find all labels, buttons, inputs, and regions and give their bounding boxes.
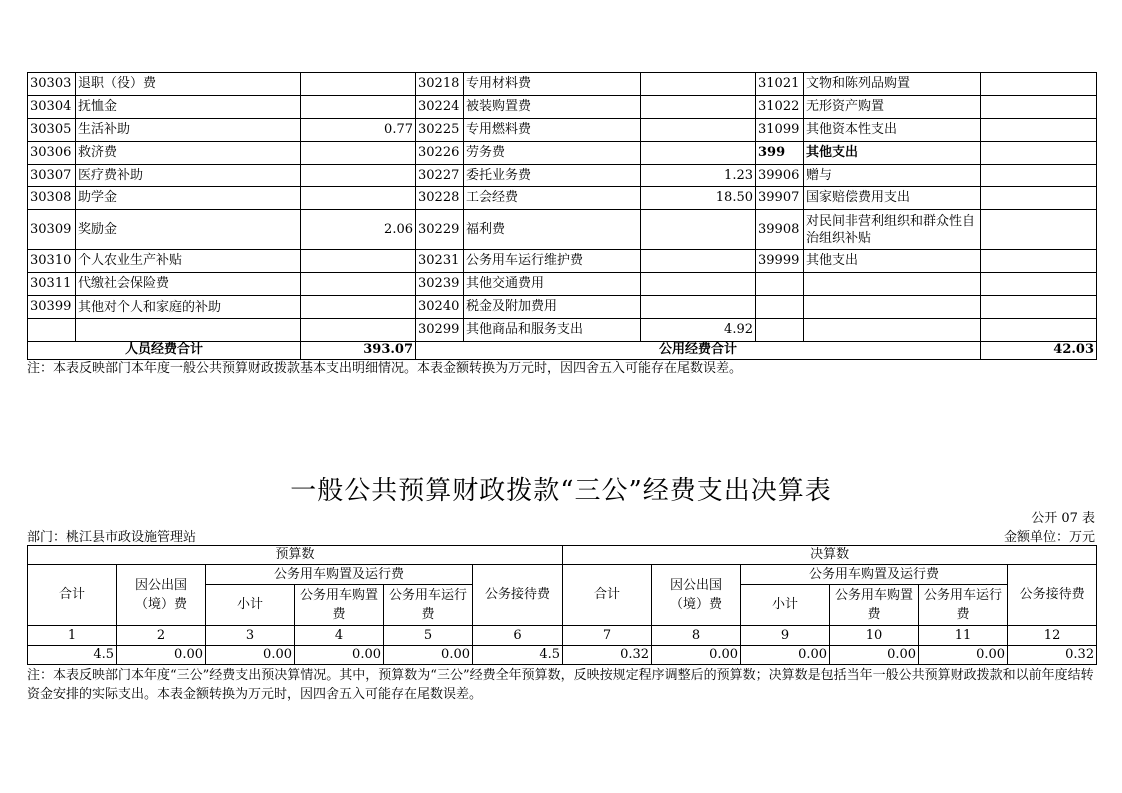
- public-total-value: 42.03: [981, 341, 1097, 359]
- amount-cell: 0.00: [384, 646, 473, 665]
- item-name: 无形资产购置: [804, 95, 981, 118]
- column-number: 3: [206, 626, 295, 646]
- item-code: 39908: [756, 210, 804, 250]
- table-row: [28, 141, 1097, 164]
- column-number: 6: [473, 626, 563, 646]
- item-code: 39906: [756, 164, 804, 187]
- item-amount: [641, 273, 756, 296]
- item-amount: [981, 250, 1097, 273]
- table-row: [28, 296, 1097, 319]
- item-code: 399: [756, 141, 804, 164]
- amount-cell: 4.5: [473, 646, 563, 665]
- item-amount: [641, 118, 756, 141]
- item-name: 生活补助: [76, 118, 301, 141]
- budget-header: 预算数: [28, 546, 563, 565]
- item-code: 30224: [416, 95, 464, 118]
- item-amount: [641, 296, 756, 319]
- column-number: 5: [384, 626, 473, 646]
- amount-cell: 0.00: [206, 646, 295, 665]
- amount-cell: 0.32: [1008, 646, 1097, 665]
- item-name: 其他支出: [804, 141, 981, 164]
- amount-cell: 0.00: [117, 646, 206, 665]
- item-code: 30228: [416, 187, 464, 210]
- item-amount: [641, 210, 756, 250]
- item-name: 委托业务费: [464, 164, 641, 187]
- column-number-row: [28, 626, 1097, 646]
- item-name: 文物和陈列品购置: [804, 73, 981, 96]
- column-number: 1: [28, 626, 117, 646]
- item-amount: 4.92: [641, 319, 756, 342]
- item-name: 劳务费: [464, 141, 641, 164]
- item-amount: [641, 95, 756, 118]
- item-amount: [981, 296, 1097, 319]
- item-name: 代缴社会保险费: [76, 273, 301, 296]
- amount-cell: 0.00: [295, 646, 384, 665]
- item-code: 30229: [416, 210, 464, 250]
- table-row: [28, 164, 1097, 187]
- item-amount: [981, 164, 1097, 187]
- item-amount: [641, 73, 756, 96]
- final-total-header: 合计: [563, 565, 652, 626]
- item-amount: 0.77: [301, 118, 416, 141]
- item-name: 其他支出: [804, 250, 981, 273]
- table2-title: 一般公共预算财政拨款“三公”经费支出决算表: [290, 476, 832, 506]
- value-row: [28, 646, 1097, 665]
- item-code: [756, 296, 804, 319]
- column-number: 10: [830, 626, 919, 646]
- item-code: 30299: [416, 319, 464, 342]
- item-code: [756, 273, 804, 296]
- item-name: 工会经费: [464, 187, 641, 210]
- header-row-2: [28, 565, 1097, 585]
- item-amount: [301, 95, 416, 118]
- item-amount: [301, 141, 416, 164]
- table-row: [28, 118, 1097, 141]
- item-name: 其他对个人和家庭的补助: [76, 296, 301, 319]
- item-amount: [981, 95, 1097, 118]
- table-row: [28, 95, 1097, 118]
- item-code: 31022: [756, 95, 804, 118]
- table1-footnote: 注：本表反映部门本年度一般公共预算财政拨款基本支出明细情况。本表金额转换为万元时，因四舍五入可能存在尾数误差。: [27, 361, 743, 376]
- item-code: 30225: [416, 118, 464, 141]
- item-amount: [301, 187, 416, 210]
- column-number: 11: [919, 626, 1008, 646]
- personnel-total-label: 人员经费合计: [28, 341, 301, 359]
- item-code: 30308: [28, 187, 76, 210]
- item-name: 公务用车运行维护费: [464, 250, 641, 273]
- three-public-expenditure-table: [27, 545, 1097, 665]
- budget-car-run-header: 公务用车运行费: [384, 585, 473, 626]
- table-row: [28, 187, 1097, 210]
- budget-car-purchase-header: 公务用车购置费: [295, 585, 384, 626]
- item-amount: [981, 273, 1097, 296]
- item-name: 奖励金: [76, 210, 301, 250]
- table-row: [28, 319, 1097, 342]
- item-amount: [981, 141, 1097, 164]
- item-code: 30304: [28, 95, 76, 118]
- amount-cell: 0.00: [741, 646, 830, 665]
- budget-total-header: 合计: [28, 565, 117, 626]
- amount-cell: 0.00: [919, 646, 1008, 665]
- item-amount: 18.50: [641, 187, 756, 210]
- column-number: 9: [741, 626, 830, 646]
- column-number: 8: [652, 626, 741, 646]
- item-code: 31021: [756, 73, 804, 96]
- public-total-label: 公用经费合计: [416, 341, 981, 359]
- item-amount: [301, 250, 416, 273]
- item-code: 30311: [28, 273, 76, 296]
- item-code: [28, 319, 76, 342]
- item-code: 39999: [756, 250, 804, 273]
- item-code: 31099: [756, 118, 804, 141]
- final-car-purchase-header: 公务用车购置费: [830, 585, 919, 626]
- item-name: 税金及附加费用: [464, 296, 641, 319]
- amount-cell: 0.32: [563, 646, 652, 665]
- amount-cell: 4.5: [28, 646, 117, 665]
- table2-footnote: 注：本表反映部门本年度“三公”经费支出预决算情况。其中，预算数为“三公”经费全年预算数，反映按规定程序调整后的预算数；决算数是包括当年一般公共预算财政拨款和以前年度结转资金安排的实际支出。本表金额转换为万元时，因四舍五入可能存在尾数误差。: [27, 668, 1094, 702]
- item-name: [804, 273, 981, 296]
- budget-reception-header: 公务接待费: [473, 565, 563, 626]
- item-name: 赠与: [804, 164, 981, 187]
- amount-unit-label: 金额单位：万元: [1003, 530, 1095, 545]
- item-amount: [641, 250, 756, 273]
- item-code: 39907: [756, 187, 804, 210]
- personnel-total-value: 393.07: [301, 341, 416, 359]
- item-code: 30239: [416, 273, 464, 296]
- item-name: 助学金: [76, 187, 301, 210]
- item-name: [804, 319, 981, 342]
- amount-cell: 0.00: [652, 646, 741, 665]
- item-amount: [981, 210, 1097, 250]
- budget-abroad-header: 因公出国（境）费: [117, 565, 206, 626]
- item-code: 30305: [28, 118, 76, 141]
- item-amount: [301, 296, 416, 319]
- item-code: [756, 319, 804, 342]
- item-amount: [301, 319, 416, 342]
- item-code: 30227: [416, 164, 464, 187]
- totals-row: [28, 341, 1097, 359]
- form-number: 公开 07 表: [1031, 511, 1095, 526]
- final-subtotal-header: 小计: [741, 585, 830, 626]
- item-name: 专用材料费: [464, 73, 641, 96]
- item-code: 30226: [416, 141, 464, 164]
- final-abroad-header: 因公出国（境）费: [652, 565, 741, 626]
- item-amount: [981, 118, 1097, 141]
- item-name: 其他资本性支出: [804, 118, 981, 141]
- item-amount: [301, 73, 416, 96]
- final-reception-header: 公务接待费: [1008, 565, 1097, 626]
- item-code: 30309: [28, 210, 76, 250]
- item-code: 30399: [28, 296, 76, 319]
- item-name: 其他商品和服务支出: [464, 319, 641, 342]
- item-name: 国家赔偿费用支出: [804, 187, 981, 210]
- item-name: 被装购置费: [464, 95, 641, 118]
- item-code: 30310: [28, 250, 76, 273]
- column-number: 7: [563, 626, 652, 646]
- item-name: 抚恤金: [76, 95, 301, 118]
- header-row-1: [28, 546, 1097, 565]
- item-name: 专用燃料费: [464, 118, 641, 141]
- basic-expenditure-detail-table: [27, 72, 1097, 360]
- item-name: [804, 296, 981, 319]
- column-number: 4: [295, 626, 384, 646]
- table-row: [28, 273, 1097, 296]
- item-amount: [641, 141, 756, 164]
- final-header: 决算数: [563, 546, 1097, 565]
- item-amount: 1.23: [641, 164, 756, 187]
- item-amount: [981, 73, 1097, 96]
- column-number: 2: [117, 626, 206, 646]
- table-row: [28, 250, 1097, 273]
- table-row: [28, 210, 1097, 250]
- item-code: 30231: [416, 250, 464, 273]
- final-car-run-header: 公务用车运行费: [919, 585, 1008, 626]
- item-name: 个人农业生产补贴: [76, 250, 301, 273]
- item-name: 福利费: [464, 210, 641, 250]
- department-label: 部门：桃江县市政设施管理站: [27, 530, 197, 545]
- item-amount: 2.06: [301, 210, 416, 250]
- final-car-group-header: 公务用车购置及运行费: [741, 565, 1008, 585]
- item-amount: [981, 319, 1097, 342]
- item-name: 医疗费补助: [76, 164, 301, 187]
- item-amount: [301, 164, 416, 187]
- item-name: 退职（役）费: [76, 73, 301, 96]
- item-code: 30307: [28, 164, 76, 187]
- item-name: 其他交通费用: [464, 273, 641, 296]
- budget-car-group-header: 公务用车购置及运行费: [206, 565, 473, 585]
- item-amount: [981, 187, 1097, 210]
- item-code: 30218: [416, 73, 464, 96]
- item-name: 对民间非营利组织和群众性自治组织补贴: [804, 210, 981, 250]
- item-name: 救济费: [76, 141, 301, 164]
- item-code: 30240: [416, 296, 464, 319]
- item-amount: [301, 273, 416, 296]
- item-code: 30306: [28, 141, 76, 164]
- column-number: 12: [1008, 626, 1097, 646]
- budget-subtotal-header: 小计: [206, 585, 295, 626]
- amount-cell: 0.00: [830, 646, 919, 665]
- item-code: 30303: [28, 73, 76, 96]
- item-name: [76, 319, 301, 342]
- table-row: [28, 73, 1097, 96]
